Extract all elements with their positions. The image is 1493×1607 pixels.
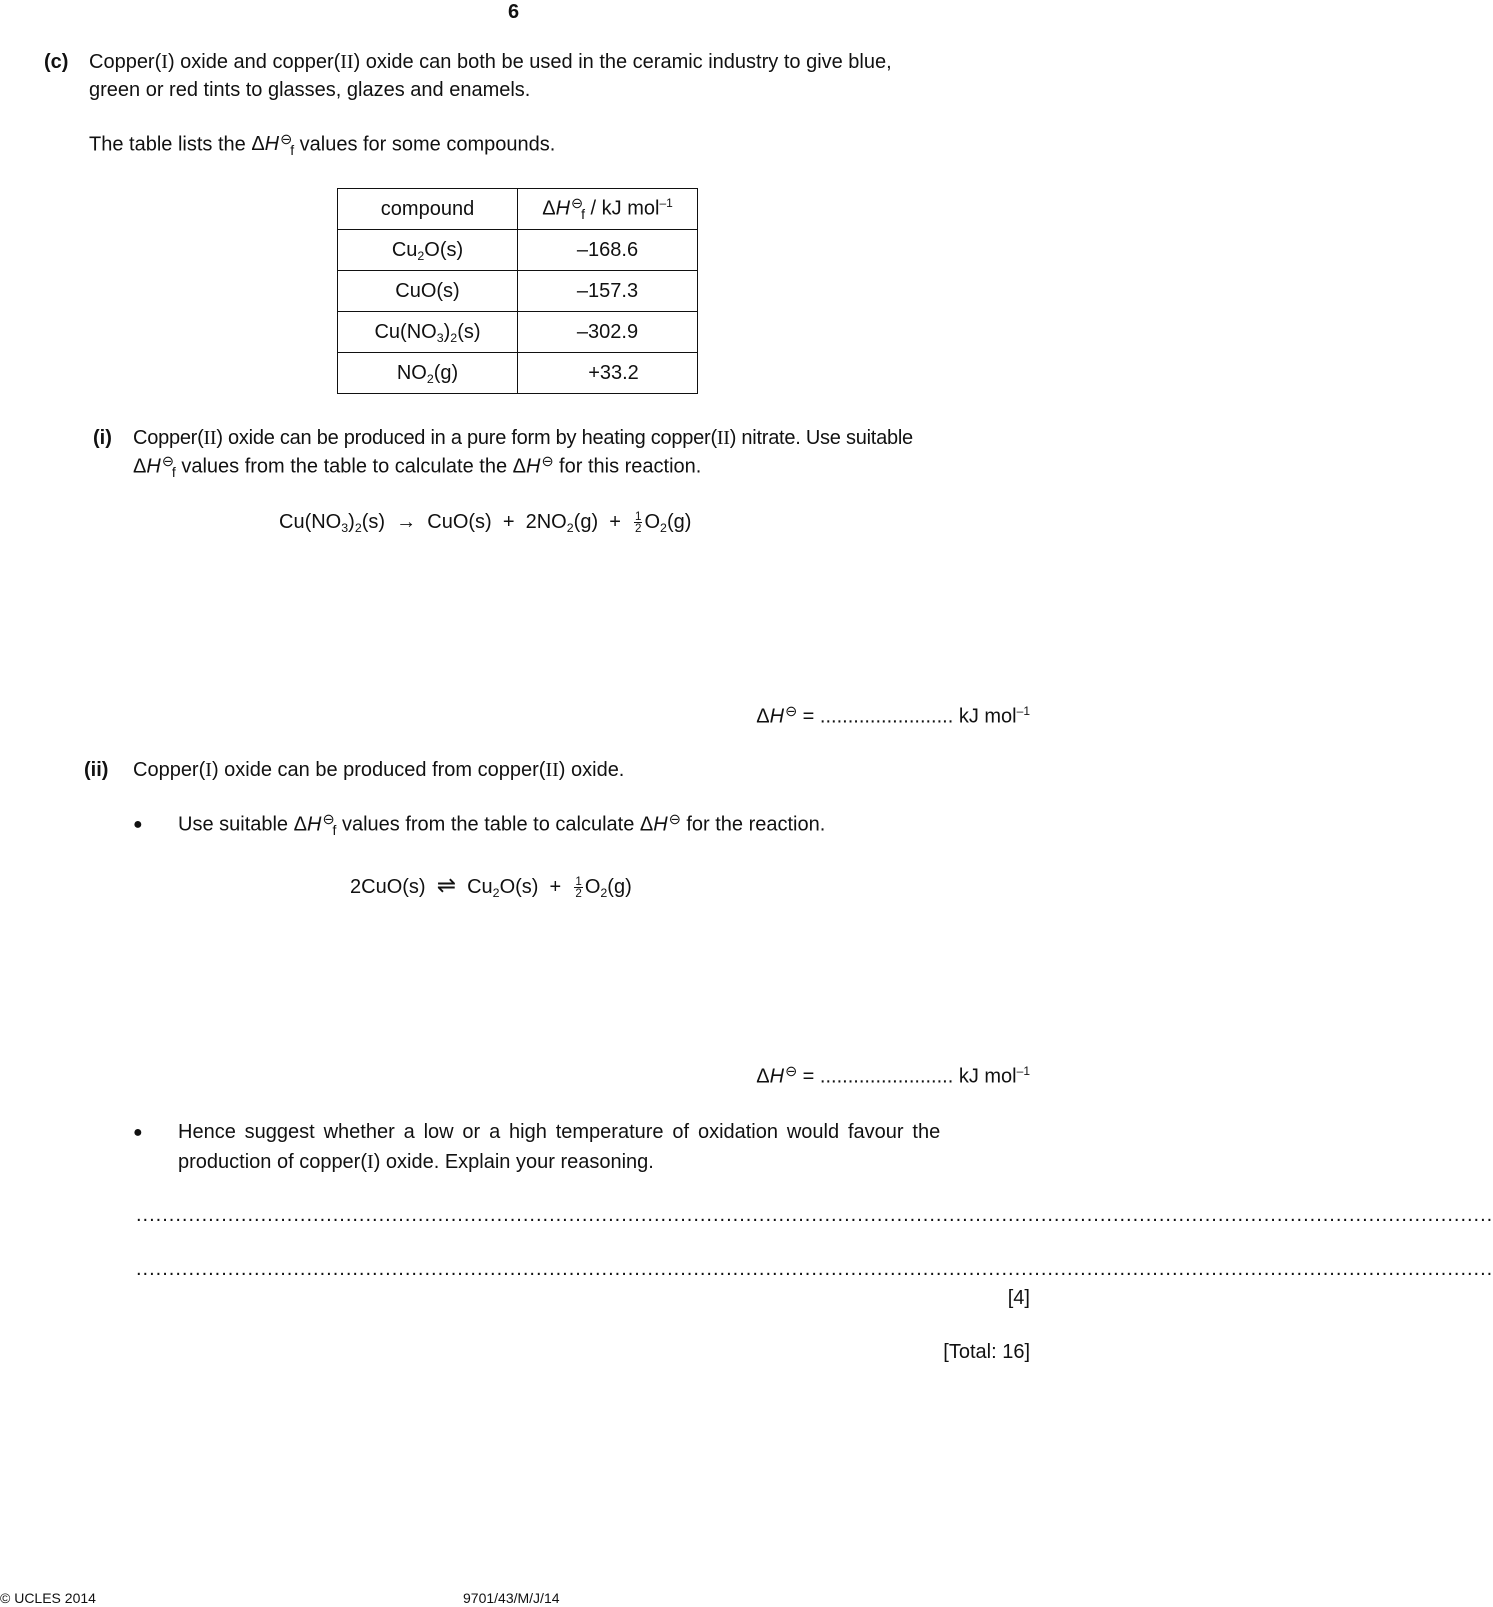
- page-number: 6: [508, 1, 520, 23]
- table-header-row: [338, 189, 698, 230]
- part-c-intro-line2: green or red tints to glasses, glazes and enamels.: [89, 79, 531, 101]
- header-enthalpy: $\Delta H^⊖_f$ / kJ mol$^{-1}$: [518, 189, 698, 230]
- answer-blank-i[interactable]: ........................: [819, 705, 954, 728]
- marks-label: [4]: [1007, 1287, 1030, 1309]
- delta-hf-symbol: $\Delta H^⊖_f$: [251, 132, 295, 159]
- part-ii-bullet2-line1: Hence suggest whether a low or a high temperature of oxidation would favour the: [178, 1121, 941, 1143]
- table-intro: The table lists the $\Delta H^⊖_f$ values for some compounds.: [89, 132, 556, 159]
- part-ii-label: (ii): [84, 759, 109, 781]
- part-i-line2: $\Delta H^⊖_f$ values from the table to calculate the ΔH⊖ for this reaction.: [133, 454, 702, 481]
- table-row: [338, 271, 698, 312]
- answer-line-1[interactable]: ...............................................................................................................................................................................................................: [136, 1204, 1493, 1226]
- part-ii-bullet2-line2: production of copper(I) oxide. Explain your reasoning.: [178, 1151, 654, 1173]
- bullet-icon: ●: [133, 1124, 143, 1141]
- answer-line-ii: ΔH⊖ = ........................ kJ mol$^{-1}$: [756, 1064, 1030, 1088]
- footer-copyright: © UCLES 2014: [0, 1590, 96, 1606]
- table-cell-compound: $Cu(NO_3)_2(s)$: [338, 312, 518, 353]
- part-ii-line1: Copper(I) oxide can be produced from copper(II) oxide.: [133, 759, 625, 781]
- equation-nitrate-decomposition: $Cu(NO_3)_2(s) \to CuO(s) + 2NO_2(g)$ + $\frac{1}{2}$ $O_2(g)$: [279, 509, 692, 536]
- table-cell-value: –168.6: [518, 230, 698, 271]
- total-marks: [Total: 16]: [943, 1341, 1030, 1363]
- table-row: [338, 230, 698, 271]
- enthalpy-table: [337, 188, 698, 394]
- table-row: [338, 312, 698, 353]
- header-compound: compound: [338, 189, 518, 230]
- part-ii-bullet1: Use suitable $\Delta H^⊖_f$ values from the table to calculate ΔH⊖ for the reaction.: [178, 812, 826, 839]
- table-cell-compound: CuO(s): [338, 271, 518, 312]
- bullet-icon: ●: [133, 816, 143, 833]
- answer-line-2[interactable]: ...............................................................................................................................................................................................................: [136, 1258, 1493, 1280]
- equation-copper-oxide-equilibrium: 2CuO(s) ⇌ $Cu_2O(s)$ + $\frac{1}{2}$ $O_2(g)$: [350, 872, 632, 901]
- part-c-intro-line1: Copper(I) oxide and copper(II) oxide can both be used in the ceramic industry to give blue,: [89, 51, 892, 73]
- answer-blank-ii[interactable]: ........................: [819, 1065, 954, 1088]
- table-cell-value: +33.2: [518, 353, 698, 394]
- table-row: [338, 353, 698, 394]
- table-cell-compound: $Cu_2O(s)$: [338, 230, 518, 271]
- answer-line-i: ΔH⊖ = ........................ kJ mol$^{-1}$: [756, 704, 1030, 728]
- part-c-label: (c): [44, 51, 69, 73]
- footer-code: 9701/43/M/J/14: [463, 1590, 560, 1606]
- table-cell-compound: $NO_2(g)$: [338, 353, 518, 394]
- table-cell-value: –157.3: [518, 271, 698, 312]
- table-cell-value: –302.9: [518, 312, 698, 353]
- part-i-line1: Copper(II) oxide can be produced in a pure form by heating copper(II) nitrate. Use suitable: [133, 427, 913, 449]
- part-i-label: (i): [93, 427, 112, 449]
